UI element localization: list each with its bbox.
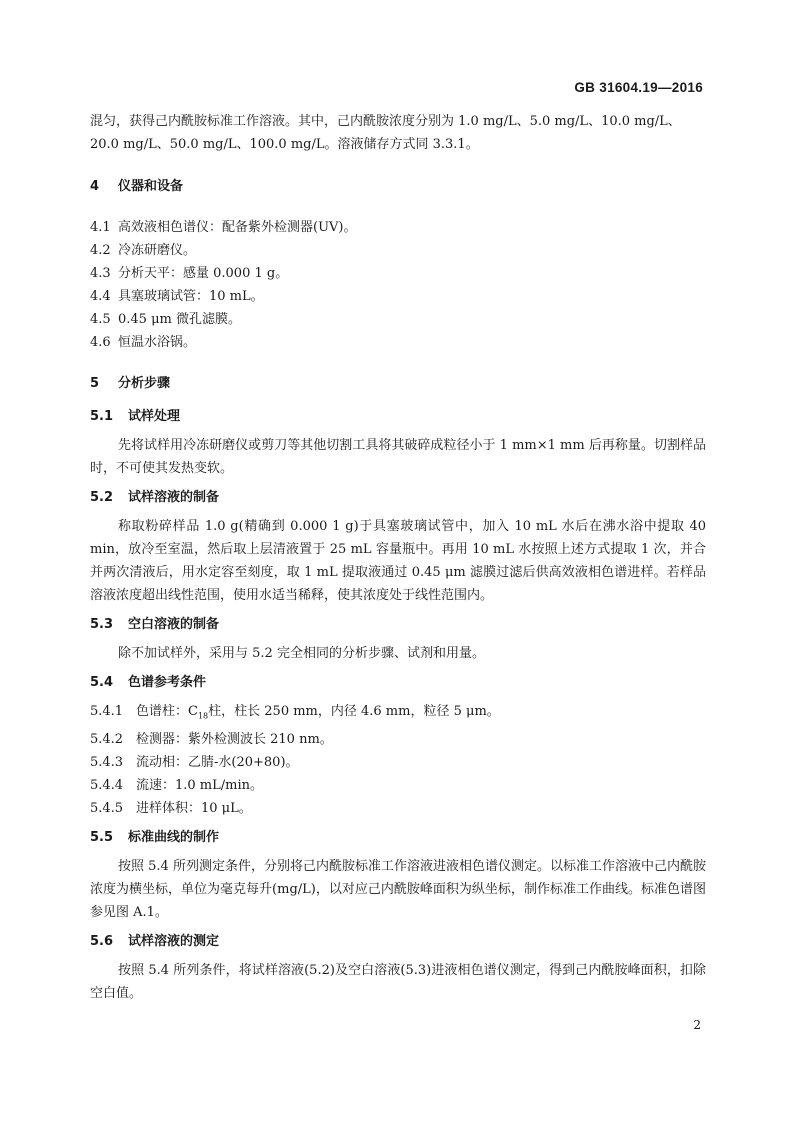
item-text: 进样体积：10 μL。	[136, 800, 252, 816]
item-text: 分析天平：感量 0.000 1 g。	[118, 266, 289, 281]
item-text: 流速：1.0 mL/min。	[136, 777, 264, 793]
section-number: 5.3	[90, 617, 114, 632]
section-5-6-text: 按照 5.4 所列条件，将试样溶液(5.2)及空白溶液(5.3)进液相色谱仪测定，得到己内酰胺峰面积，扣除空白值。	[90, 962, 706, 1001]
section-number: 5	[90, 376, 100, 391]
item-text: 色谱柱：C	[136, 704, 198, 719]
section-number: 5.2	[90, 490, 114, 505]
item-number: 4.1	[90, 220, 111, 235]
list-item	[90, 262, 706, 285]
list-item	[90, 216, 706, 239]
section-4-heading	[90, 175, 706, 198]
list-item	[90, 728, 706, 751]
page-number: 2	[693, 1018, 701, 1032]
item-number: 4.4	[90, 289, 111, 304]
item-text: 恒温水浴锅。	[118, 335, 197, 350]
section-5-3-text: 除不加试样外，采用与 5.2 完全相同的分析步骤、试剂和用量。	[118, 646, 485, 661]
item-text: 检测器：紫外检测波长 210 nm。	[136, 731, 333, 747]
list-item	[90, 239, 706, 262]
item-number: 4.6	[90, 335, 111, 350]
section-5-4-heading	[90, 671, 706, 694]
section-number: 4	[90, 179, 100, 194]
section-title: 空白溶液的制备	[128, 617, 220, 632]
item-text: 0.45 μm 微孔滤膜。	[118, 312, 241, 327]
section-number: 5.6	[90, 933, 114, 949]
section-title: 分析步骤	[118, 376, 171, 391]
section-title: 试样溶液的测定	[128, 933, 220, 949]
section-title: 试样处理	[128, 409, 181, 424]
chromatography-conditions-list	[90, 700, 706, 820]
item-text: 具塞玻璃试管：10 mL。	[118, 289, 264, 304]
item-number: 4.3	[90, 266, 111, 281]
section-5-2-heading	[90, 486, 706, 509]
section-5-5-heading	[90, 826, 706, 849]
section-number: 5.1	[90, 409, 114, 424]
section-number: 5.5	[90, 829, 114, 845]
section-5-1-text: 先将试样用冷冻研磨仪或剪刀等其他切割工具将其破碎成粒径小于 1 mm×1 mm 后再称量。切割样品时，不可使其发热变软。	[90, 438, 706, 476]
section-5-3-heading	[90, 613, 706, 636]
section-5-5-text: 按照 5.4 所列测定条件，分别将己内酰胺标准工作溶液进液相色谱仪测定。以标准工作溶液中己内酰胺浓度为横坐标，单位为毫克每升(mg/L)，以对应己内酰胺峰面积为纵坐标，制作标准工作曲线。标准色谱图参见图 A.1。	[90, 858, 706, 920]
section-5-heading	[90, 372, 706, 395]
item-number: 5.4.1	[90, 704, 124, 719]
list-item	[90, 285, 706, 308]
document-body	[90, 110, 706, 1005]
section-number: 5.4	[90, 675, 114, 690]
section-title: 仪器和设备	[118, 179, 184, 194]
equipment-list	[90, 216, 706, 354]
section-5-6-heading	[90, 930, 706, 953]
standard-code-header: GB 31604.19—2016	[574, 80, 703, 95]
item-number: 5.4.5	[90, 800, 124, 816]
item-number: 4.5	[90, 312, 111, 327]
item-number: 5.4.3	[90, 754, 124, 770]
list-item	[90, 308, 706, 331]
item-text: 流动相：乙腈-水(20+80)。	[136, 754, 299, 770]
intro-line-2: 20.0 mg/L、50.0 mg/L、100.0 mg/L。溶液储存方式同 3.3.1。	[90, 137, 479, 152]
list-item	[90, 797, 706, 820]
list-item	[90, 331, 706, 354]
item-number: 5.4.2	[90, 731, 124, 747]
item-text: 冷冻研磨仪。	[118, 243, 197, 258]
item-number: 4.2	[90, 243, 111, 258]
item-text: 高效液相色谱仪：配备紫外检测器(UV)。	[118, 220, 357, 235]
subscript: 18	[197, 711, 209, 721]
list-item	[90, 700, 706, 728]
section-title: 标准曲线的制作	[128, 829, 220, 845]
list-item	[90, 751, 706, 774]
item-text: 柱，柱长 250 mm，内径 4.6 mm，粒径 5 μm。	[208, 704, 500, 719]
section-5-2-text: 称取粉碎样品 1.0 g(精确到 0.000 1 g)于具塞玻璃试管中，加入 10 mL 水后在沸水浴中提取 40 min，放冷至室温，然后取上层清液置于 25 mL 容量瓶中。再用 10 mL 水按照上述方式提取 1 次，并合并两次清液后，用水定容至刻度，取 1 mL 提取液通过 0.45 μm 滤膜过滤后供高效液相色谱进样。若样品溶液浓度超出线性范围，使用水适当稀释，使其浓度处于线性范围内。	[90, 519, 706, 603]
section-title: 试样溶液的制备	[128, 490, 220, 505]
item-number: 5.4.4	[90, 777, 124, 793]
intro-line-1: 混匀，获得己内酰胺标准工作溶液。其中，己内酰胺浓度分别为 1.0 mg/L、5.0 mg/L、10.0 mg/L、	[90, 114, 681, 129]
section-5-1-heading	[90, 405, 706, 428]
list-item	[90, 774, 706, 797]
section-title: 色谱参考条件	[128, 675, 207, 690]
